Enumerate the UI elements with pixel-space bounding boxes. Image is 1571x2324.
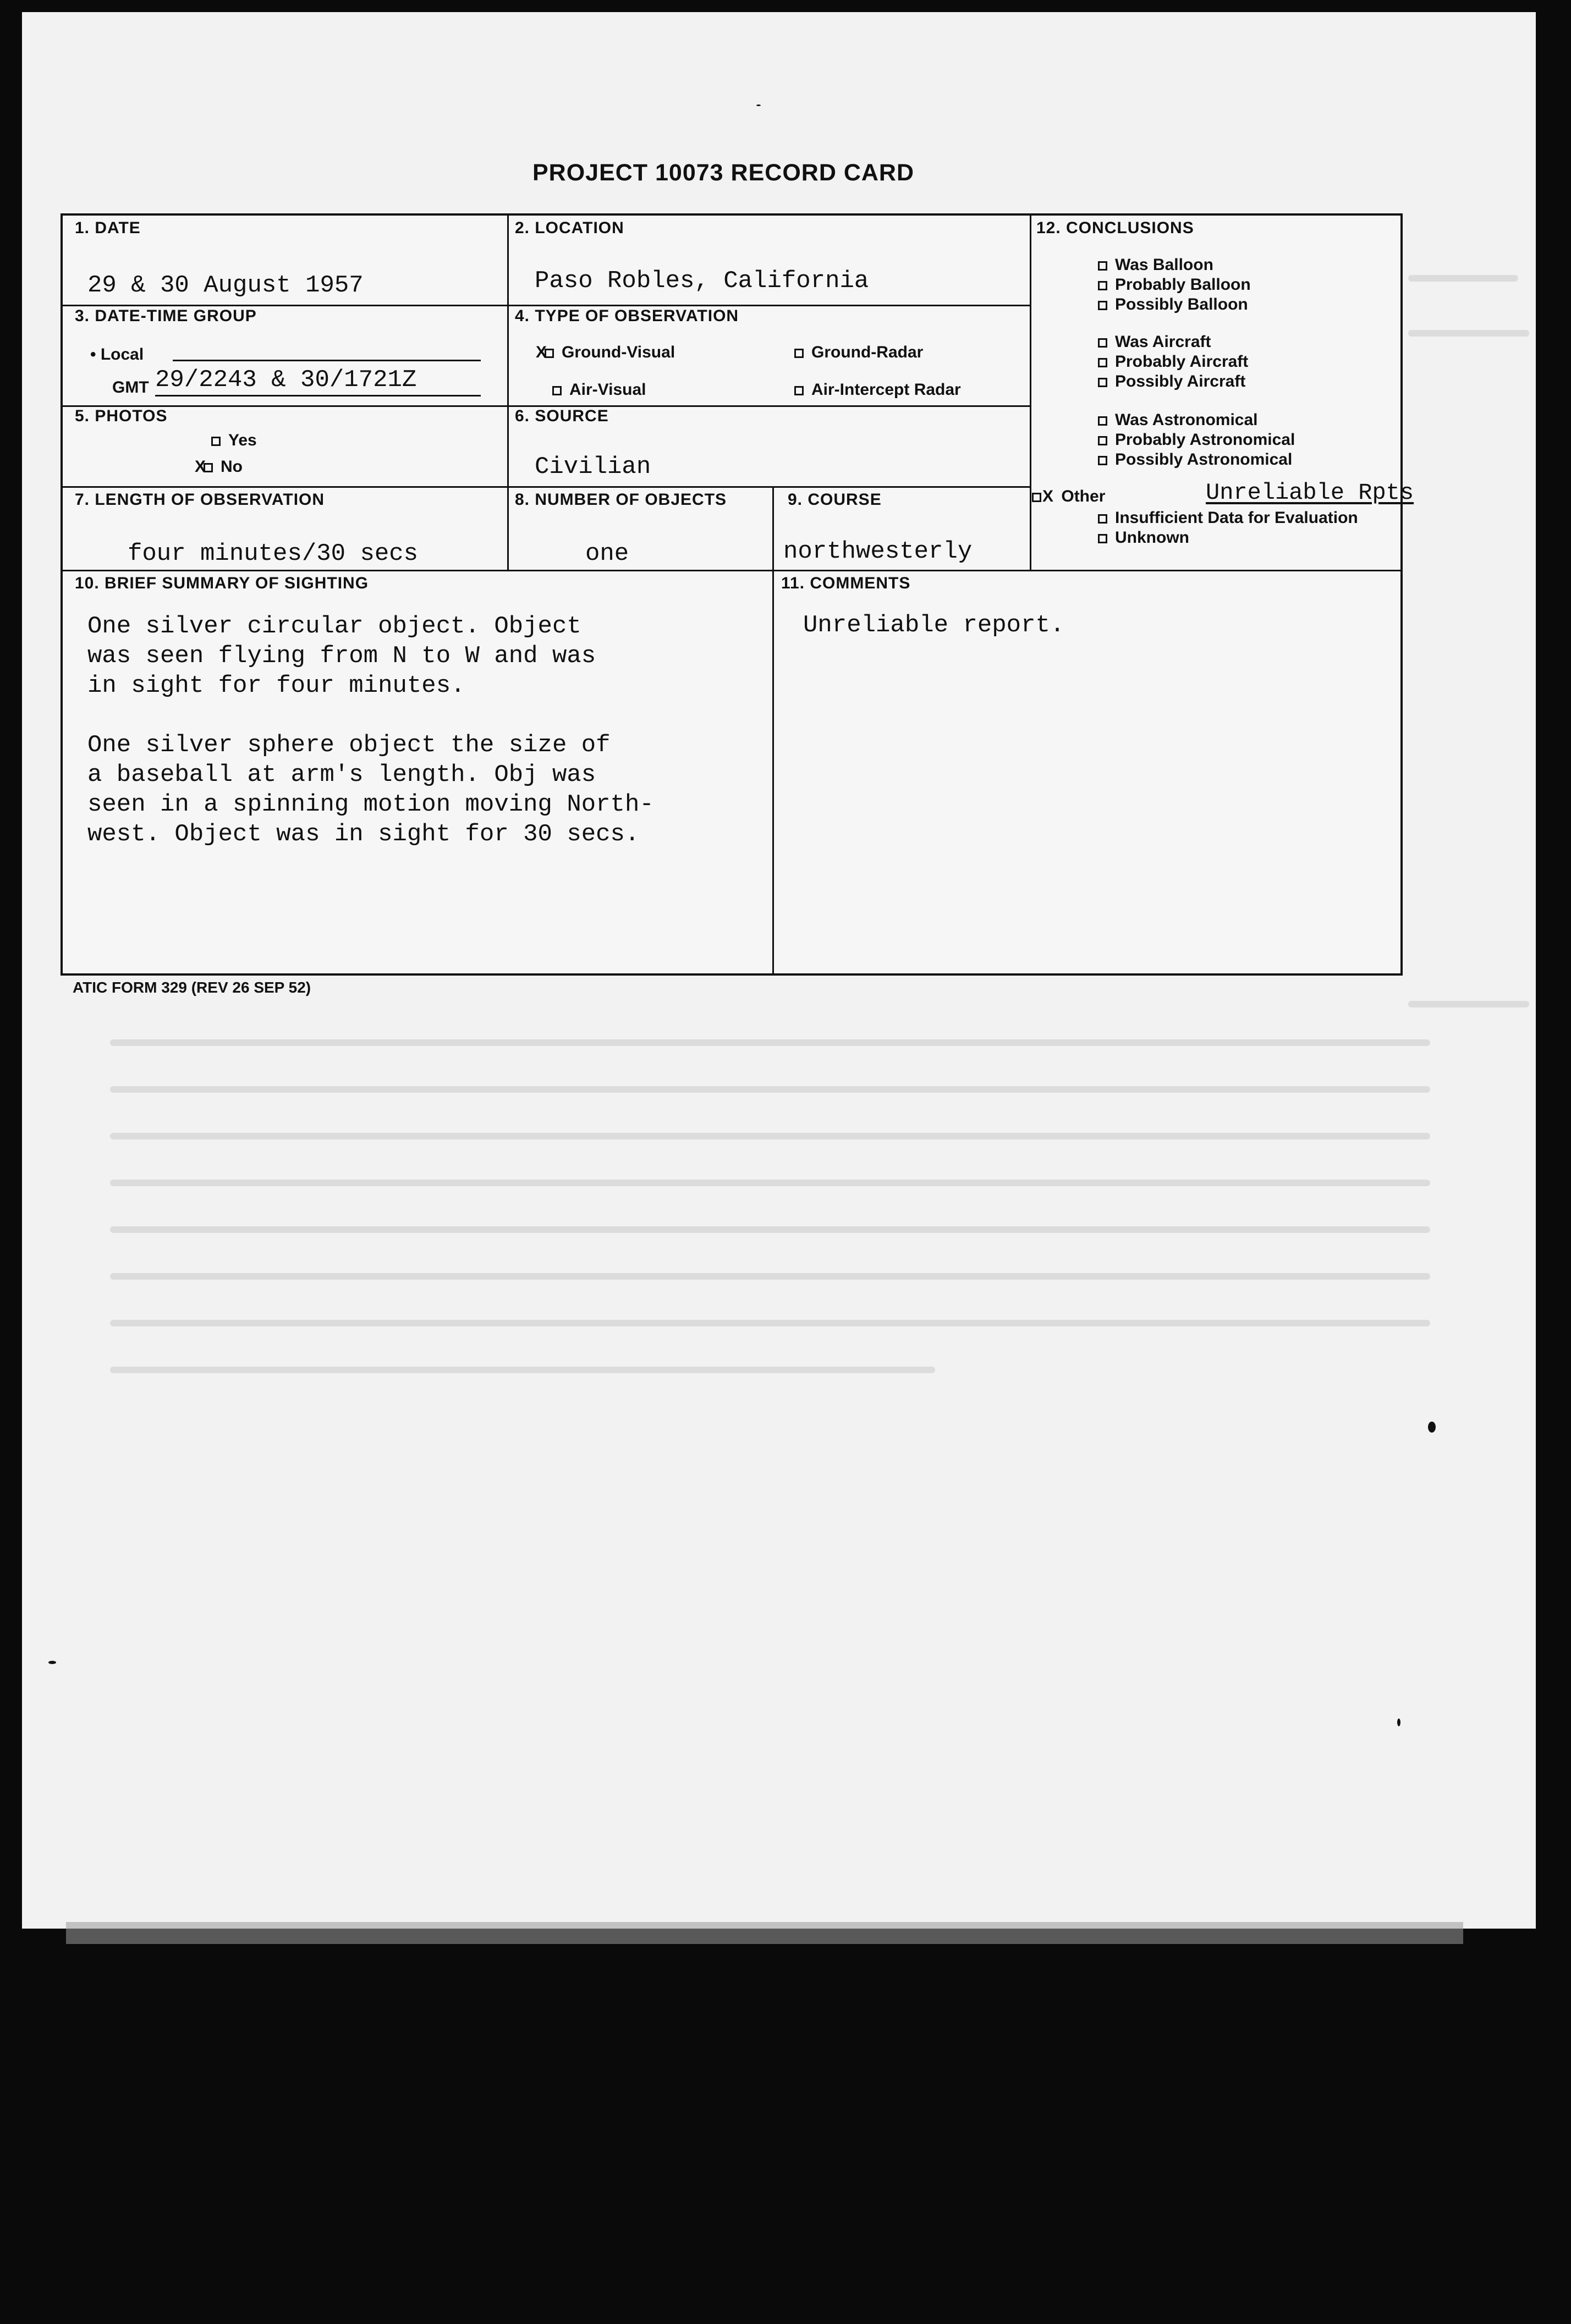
length-label: 7. LENGTH OF OBSERVATION: [75, 491, 325, 509]
length-value: four minutes/30 secs: [128, 540, 419, 568]
probably-aircraft-checkbox[interactable]: [1098, 358, 1107, 367]
air-visual-checkbox[interactable]: [552, 386, 562, 395]
conclusion-probably-aircraft: Probably Aircraft: [1098, 352, 1248, 372]
conclusion-was-aircraft: Was Aircraft: [1098, 332, 1248, 352]
speck: [756, 104, 761, 106]
grid-line: [63, 486, 1030, 488]
air-intercept-option: [794, 381, 961, 399]
other-checkbox[interactable]: [1032, 493, 1041, 502]
insufficient-data-checkbox[interactable]: [1098, 514, 1107, 524]
speck: [1397, 1719, 1400, 1726]
location-label: 2. LOCATION: [515, 219, 624, 237]
type-of-observation-label: 4. TYPE OF OBSERVATION: [515, 307, 739, 325]
photos-no-label: No: [221, 458, 243, 476]
photos-yes-checkbox[interactable]: [211, 437, 221, 446]
conclusion-possibly-aircraft: Possibly Aircraft: [1098, 372, 1248, 392]
other-value: Unreliable Rpts: [1206, 480, 1414, 506]
conclusion-probably-astronomical: Probably Astronomical: [1098, 430, 1295, 450]
conclusion-other: [1032, 487, 1105, 506]
summary-paragraph-2: One silver sphere object the size of a baseball at arm's length. Obj was seen in a spinning motion moving North- west. Object was in sight for 30 secs.: [87, 731, 654, 848]
bleed-through-line: [1408, 1001, 1529, 1007]
photos-yes-label: Yes: [228, 431, 257, 449]
source-label: 6. SOURCE: [515, 407, 609, 425]
conclusions-label: 12. CONCLUSIONS: [1036, 219, 1194, 237]
photos-yes-option: [211, 431, 257, 450]
possibly-balloon-checkbox[interactable]: [1098, 301, 1107, 310]
photos-no-mark: X: [195, 458, 206, 476]
grid-line: [772, 488, 774, 973]
air-intercept-label: Air-Intercept Radar: [811, 381, 961, 399]
bleed-through-line: [110, 1226, 1430, 1233]
comments-label: 11. COMMENTS: [781, 574, 911, 592]
photos-no-checkbox[interactable]: [204, 463, 213, 472]
ground-visual-mark: X: [536, 343, 547, 361]
photos-no-option: [195, 458, 243, 476]
conclusion-probably-balloon: Probably Balloon: [1098, 275, 1251, 295]
possibly-astronomical-checkbox[interactable]: [1098, 456, 1107, 465]
local-label: • Local: [90, 345, 144, 364]
bleed-through-line: [110, 1133, 1430, 1139]
was-balloon-checkbox[interactable]: [1098, 261, 1107, 271]
bleed-through-line: [110, 1086, 1430, 1093]
local-line: [173, 360, 481, 361]
grid-line: [1030, 216, 1031, 570]
grid-line: [63, 570, 1400, 571]
was-aircraft-checkbox[interactable]: [1098, 338, 1107, 348]
photos-label: 5. PHOTOS: [75, 407, 168, 425]
grid-line: [63, 305, 1030, 306]
conclusions-balloon-group: [1098, 255, 1251, 315]
bleed-through-line: [110, 1320, 1430, 1326]
summary-paragraph-1: One silver circular object. Object was seen flying from N to W and was in sight for four minutes.: [87, 613, 596, 700]
ground-visual-option: [536, 343, 675, 362]
conclusion-was-astronomical: Was Astronomical: [1098, 410, 1295, 430]
conclusions-astronomical-group: [1098, 410, 1295, 470]
bleed-through-line: [110, 1180, 1430, 1186]
possibly-aircraft-checkbox[interactable]: [1098, 378, 1107, 387]
other-label: Other: [1061, 487, 1106, 505]
conclusion-insufficient-data: Insufficient Data for Evaluation: [1098, 508, 1358, 528]
bleed-through-line: [1408, 330, 1529, 337]
paper-shadow: [66, 1922, 1463, 1944]
source-value: Civilian: [535, 453, 651, 481]
bleed-through-line: [110, 1273, 1430, 1280]
grid-line: [507, 216, 509, 570]
dtg-label: 3. DATE-TIME GROUP: [75, 307, 257, 325]
bleed-through-line: [1408, 275, 1518, 282]
ground-radar-option: [794, 343, 923, 362]
conclusions-aircraft-group: [1098, 332, 1248, 392]
conclusion-possibly-astronomical: Possibly Astronomical: [1098, 450, 1295, 470]
bleed-through-line: [110, 1367, 935, 1373]
probably-balloon-checkbox[interactable]: [1098, 281, 1107, 290]
record-card: [61, 213, 1414, 976]
gmt-value: 29/2243 & 30/1721Z: [155, 366, 417, 394]
air-visual-label: Air-Visual: [569, 381, 646, 399]
probably-astronomical-checkbox[interactable]: [1098, 436, 1107, 445]
was-astronomical-checkbox[interactable]: [1098, 416, 1107, 426]
air-visual-option: [552, 381, 646, 399]
speck: [1428, 1422, 1436, 1433]
card-title: PROJECT 10073 RECORD CARD: [532, 159, 915, 186]
form-identifier: ATIC FORM 329 (REV 26 SEP 52): [73, 979, 311, 996]
conclusion-unknown: Unknown: [1098, 528, 1358, 548]
unknown-checkbox[interactable]: [1098, 534, 1107, 543]
air-intercept-checkbox[interactable]: [794, 386, 804, 395]
other-mark: X: [1042, 487, 1054, 505]
gmt-label: GMT: [112, 378, 149, 396]
number-of-objects-label: 8. NUMBER OF OBJECTS: [515, 491, 727, 509]
conclusions-other-group: [1098, 508, 1358, 548]
gmt-line: [155, 395, 481, 396]
conclusion-possibly-balloon: Possibly Balloon: [1098, 295, 1251, 315]
ground-visual-label: Ground-Visual: [562, 343, 675, 361]
ground-radar-checkbox[interactable]: [794, 349, 804, 358]
number-of-objects-value: one: [585, 540, 629, 568]
ground-visual-checkbox[interactable]: [545, 349, 554, 358]
course-label: 9. COURSE: [788, 491, 882, 509]
ground-radar-label: Ground-Radar: [811, 343, 924, 361]
conclusion-was-balloon: Was Balloon: [1098, 255, 1251, 275]
comments-value: Unreliable report.: [803, 612, 1065, 639]
speck: [48, 1661, 56, 1664]
summary-label: 10. BRIEF SUMMARY OF SIGHTING: [75, 574, 369, 592]
course-value: northwesterly: [783, 538, 973, 565]
bleed-through-line: [110, 1039, 1430, 1046]
date-label: 1. DATE: [75, 219, 141, 237]
date-value: 29 & 30 August 1957: [87, 272, 364, 299]
location-value: Paso Robles, California: [535, 267, 869, 295]
